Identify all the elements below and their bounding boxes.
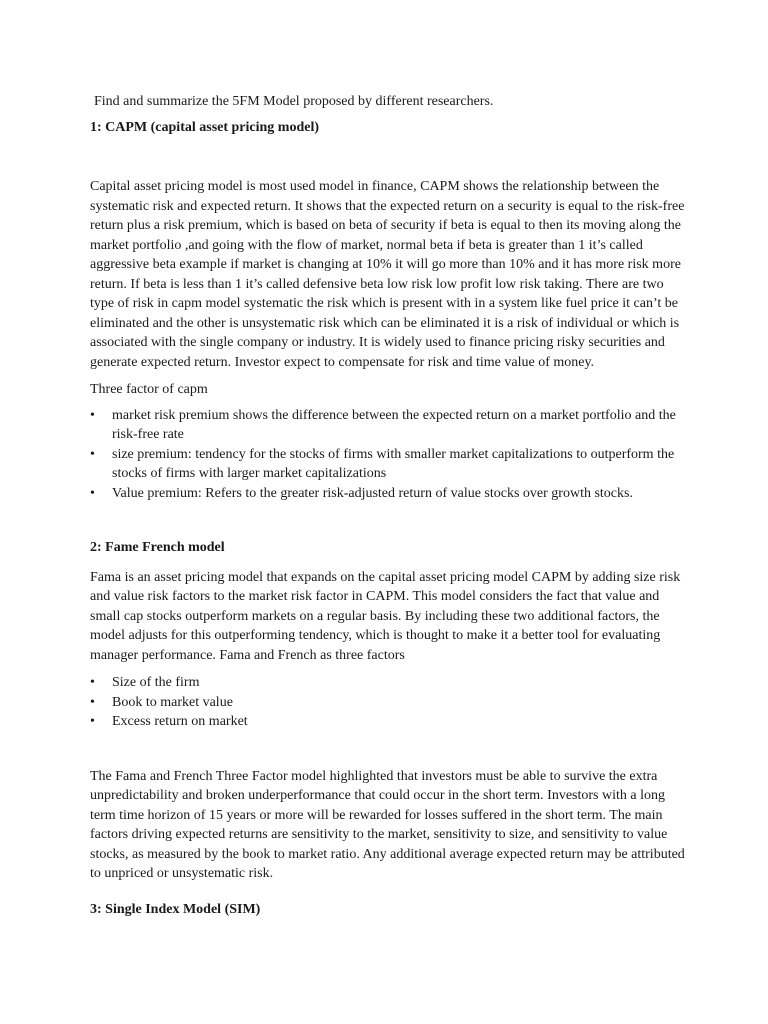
list-item: • Value premium: Refers to the greater risk-adjusted return of value stocks over growth stocks. <box>90 484 690 504</box>
fama-french-paragraph: Fama is an asset pricing model that expands on the capital asset pricing model CAPM by adding size risk and value risk factors to the market risk factor in CAPM. This model considers the fact that value and small cap stocks outperform markets on a regular basis. By including these two additional factors, the model adjusts for this outperforming tendency, which is thought to make it a better tool for evaluating manager performance. Fama and French as three factors <box>90 569 681 663</box>
capm-paragraph: Capital asset pricing model is most used model in finance, CAPM shows the relationship between the systematic risk and expected return. It shows that the expected return on a security is equal to the risk-free return plus a risk premium, which is based on beta of security if beta is equal to then its moving along the market portfolio ,and going with the flow of market, normal beta if beta is greater than 1 it’s called aggressive beta example if market is changing at 10% it will go more than 10% and it has more risk more return. If beta is less than 1 it’s called defensive beta low risk low profit low risk taking. There are two type of risk in capm model systematic the risk which is present with in a system like fuel price it can’t be eliminated and the other is unsystematic risk which can be eliminated it is a risk of individual or which is associated with the single company or industry. It is widely used to finance pricing risky securities and generate expected return. Investor expect to compensate for risk and time value of money. <box>90 179 685 370</box>
list-item: • size premium: tendency for the stocks of firms with smaller market capitalizations to outperform the stocks of firms with larger market capitalizations <box>90 445 690 484</box>
document-page <box>90 92 690 919</box>
capm-factors-subheading: Three factor of capm <box>90 382 208 397</box>
list-item: • Book to market value <box>90 693 690 713</box>
list-item: • Size of the firm <box>90 673 690 693</box>
fama-french-paragraph-2: The Fama and French Three Factor model highlighted that investors must be able to survive the extra unpredictability and broken underperformance that could occur in the short term. Investors with a long term time horizon of 15 years or more will be rewarded for losses suffered in the short term. The main factors driving expected returns are sensitivity to the market, sensitivity to size, and sensitivity to value stocks, as measured by the book to market ratio. Any additional average expected return may be attributed to unpriced or unsystematic risk. <box>90 768 685 881</box>
list-item: • Excess return on market <box>90 712 690 732</box>
capm-factors-list <box>90 406 690 504</box>
list-item: • market risk premium shows the difference between the expected return on a market portfolio and the risk-free rate <box>90 406 690 445</box>
intro-text: Find and summarize the 5FM Model proposed by different researchers. <box>94 94 494 109</box>
section-heading-fama-french: 2: Fame French model <box>90 540 225 555</box>
section-heading-sim: 3: Single Index Model (SIM) <box>90 901 261 917</box>
section-heading-capm: 1: CAPM (capital asset pricing model) <box>90 119 320 135</box>
fama-french-factors-list <box>90 673 690 732</box>
